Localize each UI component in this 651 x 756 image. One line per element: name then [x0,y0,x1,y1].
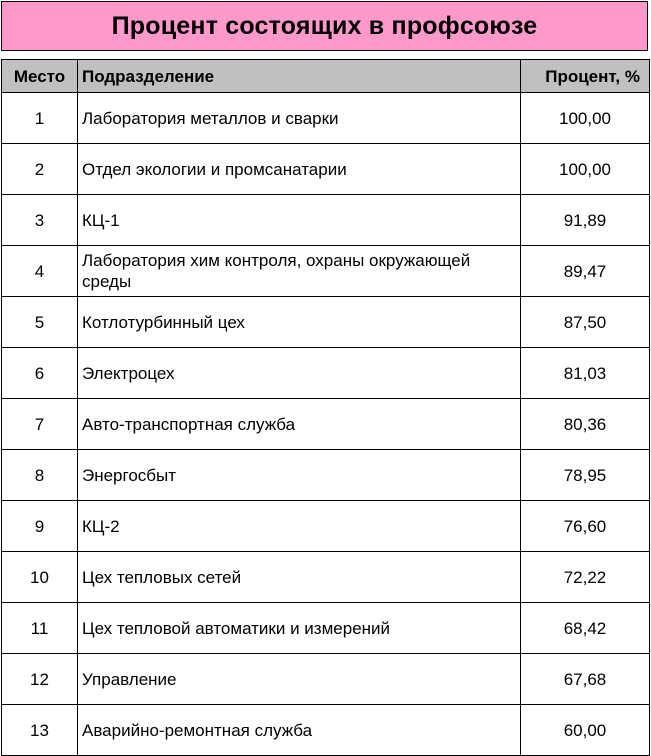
cell-department[interactable]: Цех тепловой автоматики и измерений [78,603,521,654]
cell-place[interactable]: 2 [2,144,78,195]
cell-percent[interactable]: 87,50 [521,297,650,348]
table-row [2,501,650,552]
cell-percent[interactable]: 89,47 [521,246,650,297]
cell-department[interactable]: Энергосбыт [78,450,521,501]
cell-department[interactable]: Электроцех [78,348,521,399]
table-row [2,93,650,144]
cell-place[interactable]: 8 [2,450,78,501]
ranking-table [1,59,650,756]
cell-percent[interactable]: 76,60 [521,501,650,552]
table-row [2,705,650,756]
cell-place[interactable]: 10 [2,552,78,603]
title-banner [1,1,648,51]
cell-percent[interactable]: 81,03 [521,348,650,399]
cell-place[interactable]: 3 [2,195,78,246]
table-row [2,552,650,603]
cell-percent[interactable]: 100,00 [521,144,650,195]
column-header-percent[interactable]: Процент, % [521,60,650,93]
table-row [2,603,650,654]
cell-department[interactable]: Цех тепловых сетей [78,552,521,603]
cell-percent[interactable]: 78,95 [521,450,650,501]
table-row [2,195,650,246]
column-header-department[interactable]: Подразделение [78,60,521,93]
cell-percent[interactable]: 80,36 [521,399,650,450]
cell-percent[interactable]: 67,68 [521,654,650,705]
cell-place[interactable]: 1 [2,93,78,144]
page-title: Процент состоящих в профсоюзе [111,11,538,40]
cell-department[interactable]: Авто-транспортная служба [78,399,521,450]
table-row [2,144,650,195]
cell-percent[interactable]: 100,00 [521,93,650,144]
cell-place[interactable]: 6 [2,348,78,399]
cell-department[interactable]: Управление [78,654,521,705]
table-body [2,93,650,756]
cell-department[interactable]: КЦ-1 [78,195,521,246]
header-row [2,60,650,93]
cell-department[interactable]: Лаборатория металлов и сварки [78,93,521,144]
table-row [2,654,650,705]
cell-department[interactable]: Отдел экологии и промсанатарии [78,144,521,195]
cell-department[interactable]: Аварийно-ремонтная служба [78,705,521,756]
cell-place[interactable]: 5 [2,297,78,348]
cell-percent[interactable]: 72,22 [521,552,650,603]
cell-department[interactable]: Лаборатория хим контроля, охраны окружающей среды [78,246,521,297]
cell-percent[interactable]: 60,00 [521,705,650,756]
table-row [2,450,650,501]
cell-percent[interactable]: 91,89 [521,195,650,246]
cell-place[interactable]: 13 [2,705,78,756]
cell-place[interactable]: 12 [2,654,78,705]
cell-department[interactable]: КЦ-2 [78,501,521,552]
cell-place[interactable]: 4 [2,246,78,297]
cell-department[interactable]: Котлотурбинный цех [78,297,521,348]
cell-place[interactable]: 11 [2,603,78,654]
cell-place[interactable]: 9 [2,501,78,552]
cell-percent[interactable]: 68,42 [521,603,650,654]
table-row [2,246,650,297]
cell-place[interactable]: 7 [2,399,78,450]
table-row [2,297,650,348]
table-row [2,348,650,399]
column-header-place[interactable]: Место [2,60,78,93]
table-row [2,399,650,450]
